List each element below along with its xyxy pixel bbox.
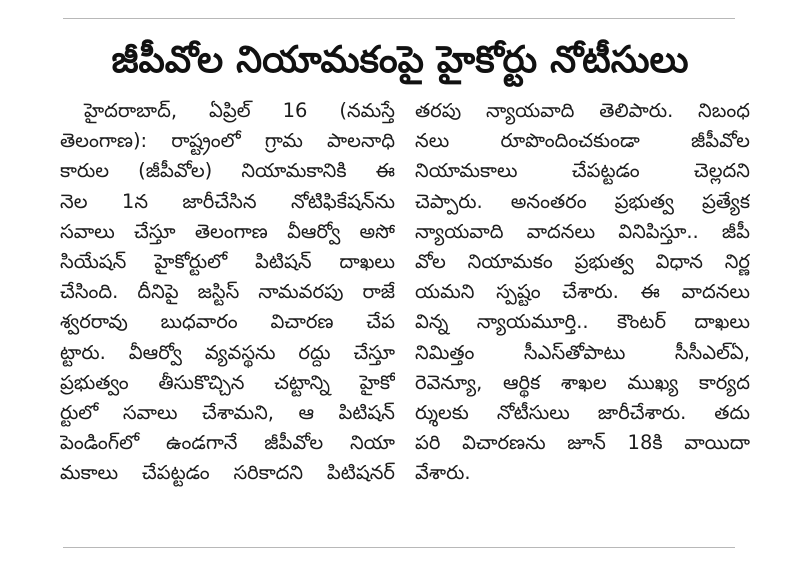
text-line: కారుల (జీపీవోల) నియామకానికి ఈ <box>60 159 395 183</box>
text-line: న్యాయవాది వాదనలు వినిపిస్తూ.. జీపీ <box>415 219 750 243</box>
text-line: సవాలు చేస్తూ తెలంగాణ వీఆర్వో అసో <box>60 219 395 243</box>
text-line: నిమిత్తం సీఎస్‌తోపాటు సీసీఎల్‌ఏ, <box>415 340 750 364</box>
text-line: మకాలు చేపట్టడం సరికాదని పిటిషనర్ <box>60 461 395 485</box>
text-line: సియేషన్ హైకోర్టులో పిటిషన్ దాఖలు <box>60 249 395 273</box>
bottom-divider <box>63 547 735 548</box>
text-line: వేశారు. <box>415 461 471 485</box>
top-divider <box>63 18 735 19</box>
text-line: తరపు న్యాయవాది తెలిపారు. నిబంధ <box>415 99 750 122</box>
text-line: రెవెన్యూ, ఆర్థిక శాఖల ముఖ్య కార్యద <box>415 370 750 394</box>
text-line: శ్వరరావు బుధవారం విచారణ చేప <box>60 310 395 334</box>
text-line: నియామకాలు చేపట్టడం చెల్లదని <box>415 159 750 183</box>
text-line: ట్టారు. వీఆర్వో వ్యవస్థను రద్దు చేస్తూ <box>60 340 395 364</box>
text-line: హైదరాబాద్, ఏప్రిల్ 16 (నమస్తే <box>84 99 395 122</box>
text-line: ప్రభుత్వం తీసుకొచ్చిన చట్టాన్ని హైకో <box>60 370 395 394</box>
article-column-right <box>415 96 750 488</box>
text-line: పెండింగ్‌లో ఉండగానే జీపీవోల నియా <box>60 431 395 455</box>
text-line: వోల నియామకం ప్రభుత్వ విధాన నిర్ణ <box>415 249 750 273</box>
text-line: నెల 1న జారీచేసిన నోటిఫికేషన్‌ను <box>60 189 395 213</box>
article-column-left <box>60 96 395 488</box>
text-line: పరి విచారణను జూన్ 18కి వాయిదా <box>415 431 750 455</box>
text-line: విన్న న్యాయమూర్తి.. కౌంటర్ దాఖలు <box>415 310 750 334</box>
article-headline: జీపీవోల నియామకంపై హైకోర్టు నోటీసులు <box>111 38 689 81</box>
text-line: నలు రూపొందించకుండా జీపీవోల <box>415 129 750 153</box>
text-line: చేసింది. దీనిపై జస్టిస్ నామవరపు రాజే <box>60 280 395 304</box>
text-line: ర్టులో సవాలు చేశామని, ఆ పిటిషన్ <box>60 400 395 424</box>
text-line: తెలంగాణ): రాష్ట్రంలో గ్రామ పాలనాధి <box>60 129 395 153</box>
text-line: ర్శులకు నోటీసులు జారీచేశారు. తదు <box>415 400 750 424</box>
text-line: యమని స్పష్టం చేశారు. ఈ వాదనలు <box>415 280 750 304</box>
text-line: చెప్పారు. అనంతరం ప్రభుత్వ ప్రత్యేక <box>415 189 750 213</box>
